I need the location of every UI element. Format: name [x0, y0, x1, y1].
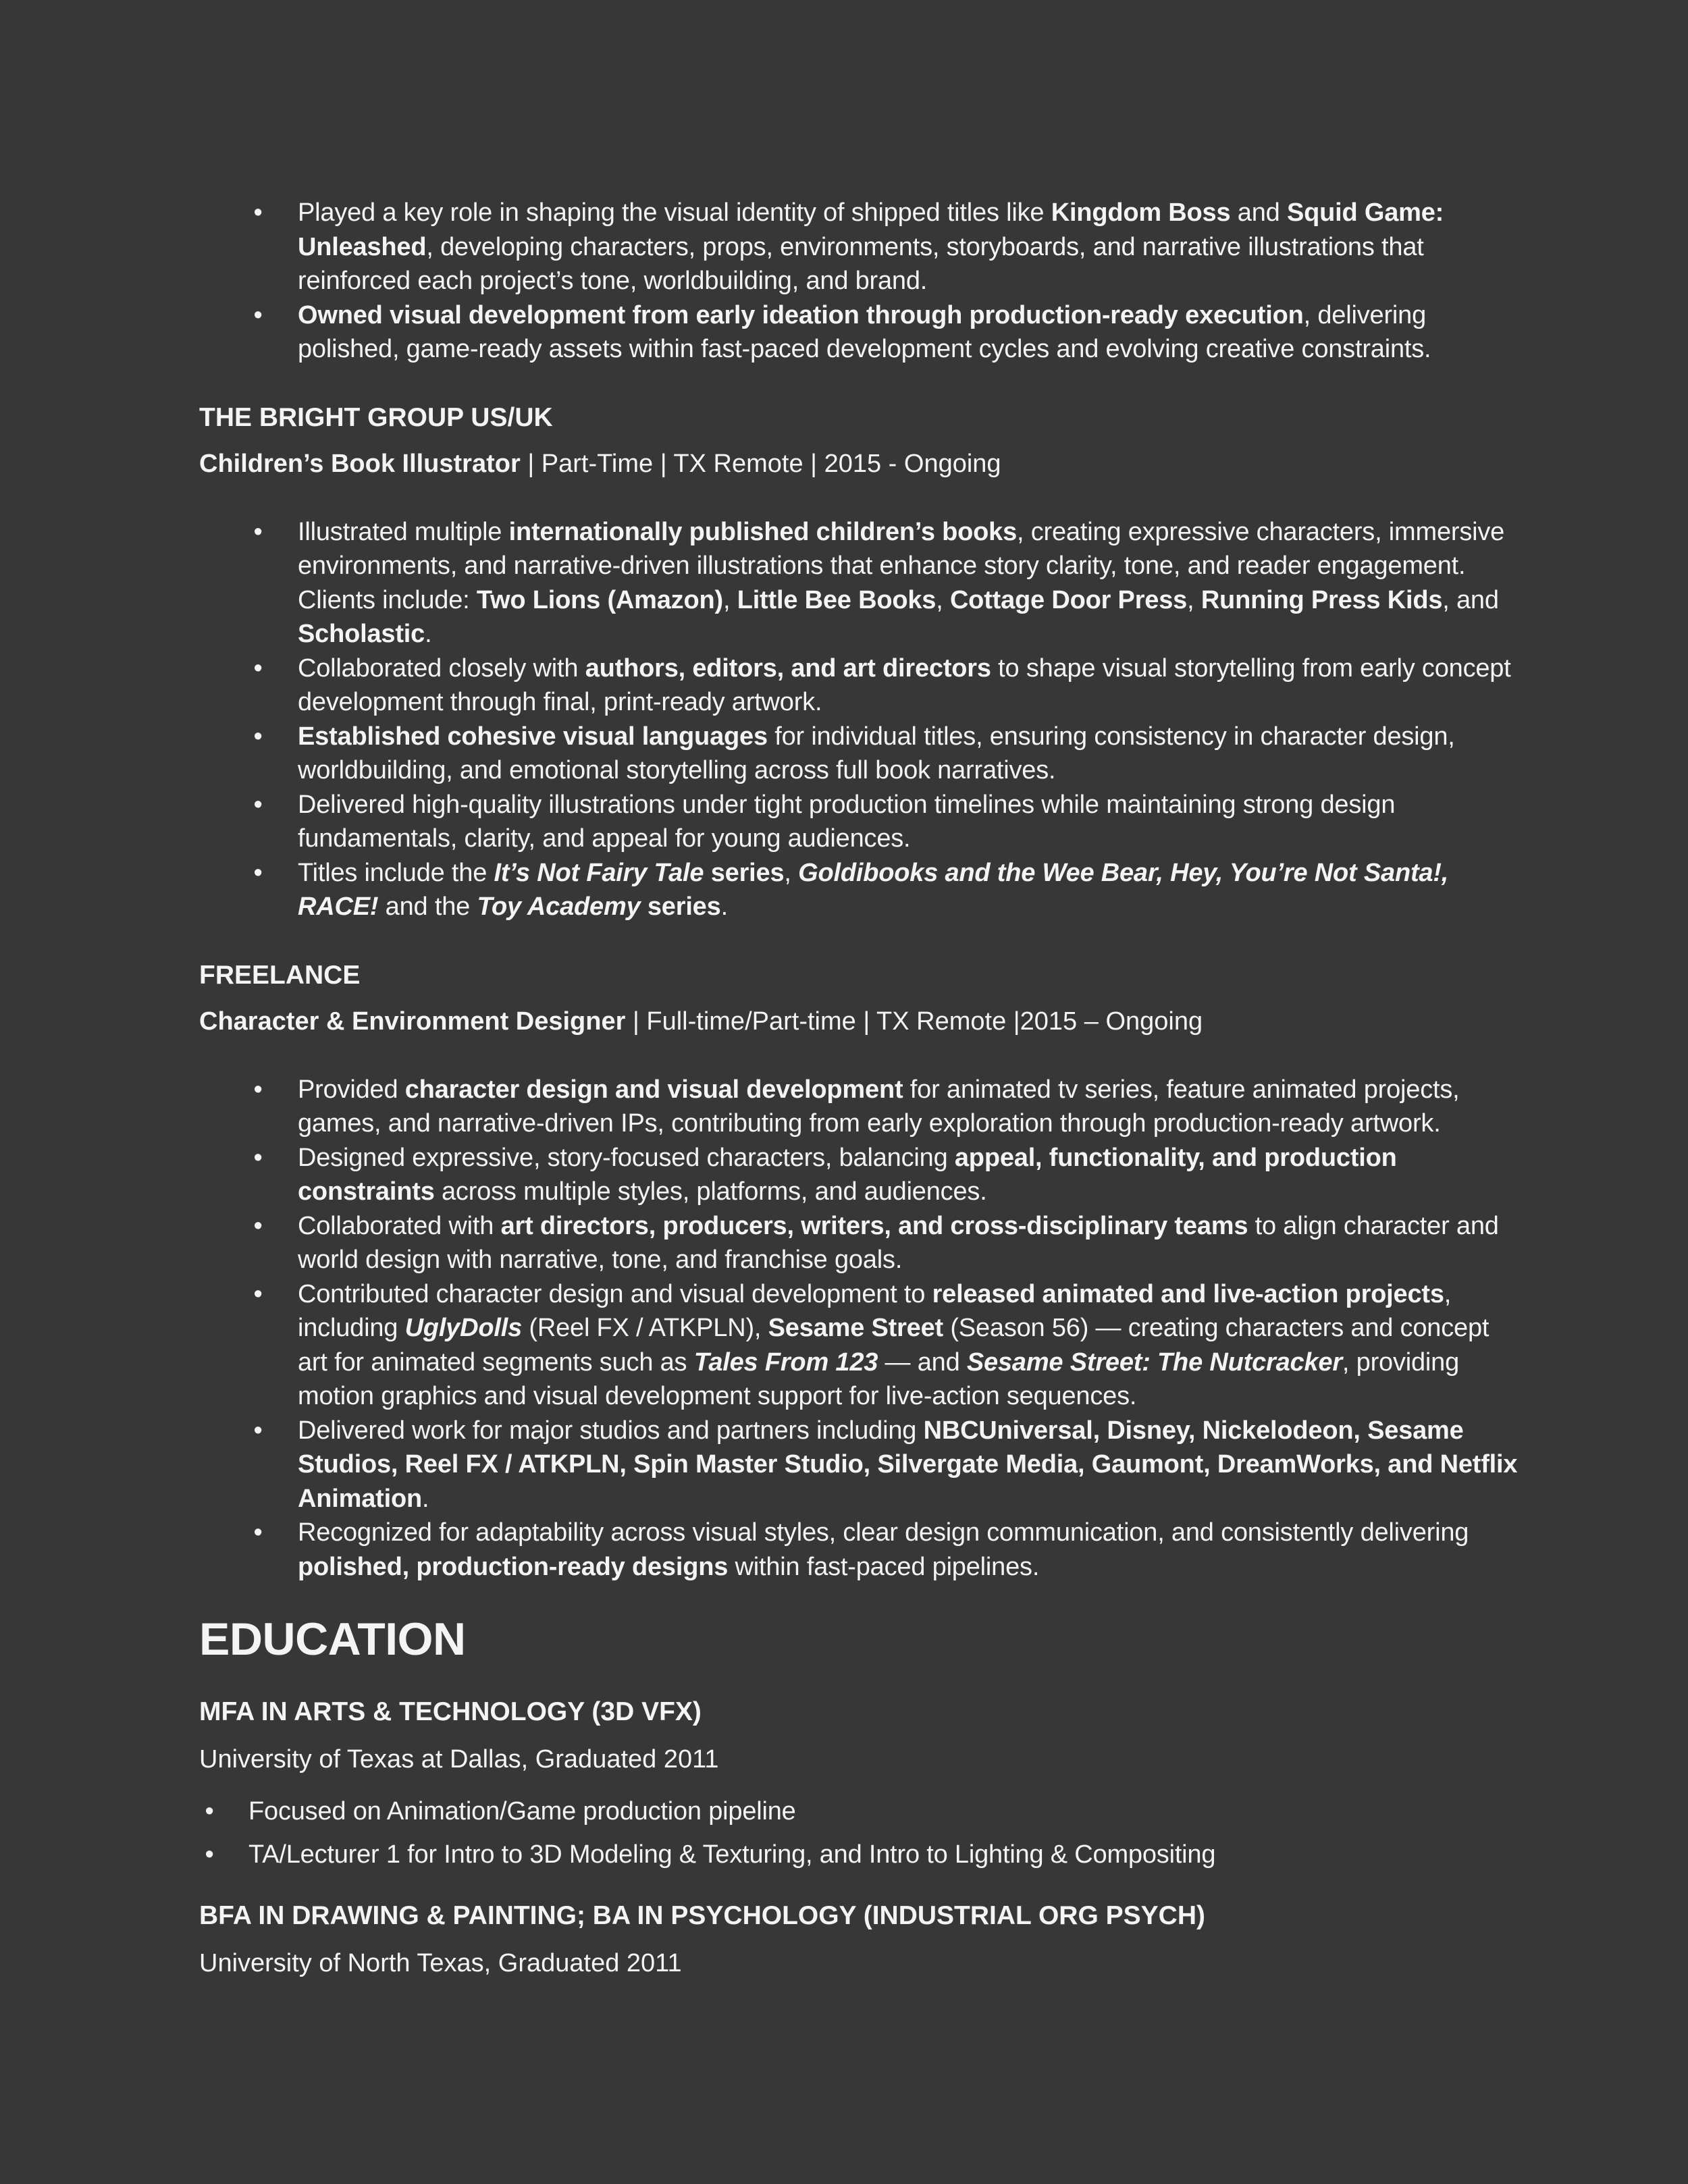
intro-bullet-list: [199, 196, 1523, 367]
text-run: Squid Game: Unleashed: [298, 198, 1444, 261]
list-item: [199, 788, 1523, 856]
text-run: .: [421, 1484, 429, 1513]
bullet-text: [298, 791, 1395, 853]
text-run: Tales From 123: [693, 1348, 878, 1377]
text-run: Sesame Street: [768, 1314, 943, 1342]
text-run: and: [1230, 198, 1287, 227]
list-item: [199, 1277, 1523, 1414]
company-name: FREELANCE: [199, 960, 361, 990]
text-run: , including: [298, 1279, 1452, 1342]
text-run: internationally published children’s books: [508, 517, 1018, 546]
list-item: [199, 515, 1523, 651]
bullet-dot: •: [253, 790, 263, 819]
text-run: ,: [722, 585, 737, 614]
text-run: polished, production-ready designs: [298, 1552, 729, 1581]
text-run: Little Bee Books: [737, 585, 937, 614]
list-item: [199, 1516, 1523, 1584]
bullet-dot: •: [205, 1840, 214, 1869]
bullet-text: [298, 1144, 1397, 1206]
text-run: to align character and world design with narrative, tone, and franchise goals.: [298, 1211, 1499, 1274]
role-line: [199, 446, 1523, 481]
text-run: Collaborated with: [298, 1211, 501, 1240]
list-item: [199, 1141, 1523, 1209]
text-run: Titles include the: [298, 858, 494, 887]
degree-block: [199, 1695, 1523, 1871]
bullet-dot: •: [253, 858, 263, 887]
bullet-dot: •: [253, 654, 263, 683]
role-title: Character & Environment Designer: [199, 1007, 626, 1036]
text-run: Delivered high-quality illustrations under tight production timelines while maintaining strong design fundamentals, clarity, and appeal for young audiences.: [298, 790, 1396, 853]
list-item: [199, 1209, 1523, 1277]
text-run: Goldibooks and the Wee Bear, Hey, You’re Not Santa!, RACE!: [298, 858, 1449, 921]
text-run: series: [640, 893, 721, 921]
list-item: [199, 651, 1523, 720]
bullet-dot: •: [253, 1518, 263, 1547]
bullet-dot: •: [253, 517, 263, 546]
list-item: [199, 1838, 1523, 1872]
text-run: Two Lions (Amazon): [476, 585, 723, 614]
bullet-dot: •: [253, 1416, 263, 1445]
text-run: to shape visual storytelling from early concept development through final, print-ready artwork.: [298, 654, 1511, 716]
text-run: for individual titles, ensuring consistency in character design, worldbuilding, and emotional storytelling across full book narratives.: [298, 722, 1455, 784]
text-run: , creating expressive characters, immersive environments, and narrative-driven illustrations that enhance story clarity, tone, and reader engagement. Clients include:: [298, 517, 1505, 614]
bullet-text: [298, 859, 1448, 922]
bullet-text: Focused on Animation/Game production pipeline: [248, 1797, 796, 1826]
bullet-dot: •: [253, 300, 263, 329]
text-run: art directors, producers, writers, and cross-disciplinary teams: [500, 1211, 1248, 1240]
text-run: ,: [1187, 585, 1201, 614]
text-run: Cottage Door Press: [949, 585, 1188, 614]
bullet-text: [298, 518, 1504, 649]
company-name: THE BRIGHT GROUP US/UK: [199, 402, 553, 432]
list-item: [199, 720, 1523, 788]
text-run: , developing characters, props, environments, storyboards, and narrative illustrations that reinforced each project’s tone, worldbuilding, and brand.: [298, 232, 1424, 295]
bullet-dot: •: [205, 1797, 214, 1826]
text-run: appeal, functionality, and production constraints: [298, 1143, 1397, 1206]
bullet-dot: •: [253, 1279, 263, 1308]
bullet-text: [298, 301, 1431, 364]
text-run: for animated tv series, feature animated projects, games, and narrative-driven IPs, contributing from early exploration through production-ready artwork.: [298, 1075, 1460, 1138]
role-details: | Full-time/Part-time | TX Remote |2015 – Ongoing: [625, 1007, 1203, 1036]
education-section: [199, 1612, 1523, 1981]
text-run: series: [704, 858, 785, 887]
list-item: [199, 1794, 1523, 1829]
text-run: Kingdom Boss: [1051, 198, 1231, 227]
text-run: Toy Academy: [477, 893, 641, 921]
text-run: (Reel FX / ATKPLN),: [522, 1314, 768, 1342]
text-run: Played a key role in shaping the visual identity of shipped titles like: [298, 198, 1051, 227]
section-title: EDUCATION: [199, 1614, 466, 1665]
list-item: [199, 196, 1523, 298]
freelance-bullet-list: [199, 1073, 1523, 1584]
text-run: Designed expressive, story-focused characters, balancing: [298, 1143, 955, 1172]
text-run: character design and visual development: [404, 1075, 903, 1104]
role-title: Children’s Book Illustrator: [199, 449, 521, 478]
text-run: ,: [784, 858, 799, 887]
experience-bright-group: [199, 400, 1523, 924]
bright-group-bullet-list: [199, 515, 1523, 924]
bullet-text: [298, 654, 1511, 717]
list-item: [199, 298, 1523, 367]
bullet-text: [298, 1518, 1469, 1581]
bullet-dot: •: [253, 722, 263, 751]
text-run: — and: [878, 1348, 967, 1377]
school-line: University of Texas at Dallas, Graduated 2011: [199, 1745, 719, 1774]
bullet-dot: •: [253, 1075, 263, 1104]
text-run: Running Press Kids: [1201, 585, 1443, 614]
text-run: across multiple styles, platforms, and audiences.: [434, 1177, 987, 1206]
text-run: Established cohesive visual languages: [298, 722, 768, 751]
text-run: Collaborated closely with: [298, 654, 585, 683]
text-run: Delivered work for major studios and partners including: [298, 1416, 924, 1445]
text-run: Scholastic: [298, 620, 425, 648]
text-run: Illustrated multiple: [298, 517, 509, 546]
text-run: within fast-paced pipelines.: [728, 1552, 1040, 1581]
bullet-text: [298, 1075, 1460, 1138]
text-run: Owned visual development from early ideation through production-ready execution: [298, 300, 1304, 329]
degree-block: [199, 1898, 1523, 1981]
list-item: [199, 856, 1523, 924]
resume-page: [199, 196, 1523, 1981]
text-run: UglyDolls: [404, 1314, 523, 1342]
degree-bullet-list: [199, 1794, 1523, 1871]
text-run: (Season 56) — creating characters and concept art for animated segments such as: [298, 1314, 1489, 1377]
text-run: released animated and live-action projects: [932, 1279, 1444, 1308]
experience-freelance: [199, 958, 1523, 1584]
text-run: authors, editors, and art directors: [585, 654, 991, 683]
text-run: Sesame Street: The Nutcracker: [966, 1348, 1342, 1377]
text-run: Contributed character design and visual development to: [298, 1279, 932, 1308]
text-run: .: [720, 893, 728, 921]
text-run: NBCUniversal, Disney, Nickelodeon, Sesame Studios, Reel FX / ATKPLN, Spin Master Studio, Silvergate Media, Gaumont, DreamWorks, and Netflix Animation: [298, 1416, 1518, 1513]
text-run: , and: [1442, 585, 1499, 614]
degree-title: BFA IN DRAWING & PAINTING; BA IN PSYCHOLOGY (INDUSTRIAL ORG PSYCH): [199, 1901, 1205, 1930]
list-item: [199, 1414, 1523, 1516]
text-run: .: [425, 620, 432, 648]
bullet-text: [298, 198, 1444, 295]
bullet-text: [298, 1212, 1499, 1275]
bullet-text: TA/Lecturer 1 for Intro to 3D Modeling & Texturing, and Intro to Lighting & Compositing: [248, 1840, 1216, 1869]
role-details: | Part-Time | TX Remote | 2015 - Ongoing: [520, 449, 1001, 478]
list-item: [199, 1073, 1523, 1141]
school-line: University of North Texas, Graduated 2011: [199, 1949, 682, 1977]
text-run: , delivering polished, game-ready assets within fast-paced development cycles and evolving creative constraints.: [298, 300, 1431, 363]
bullet-text: [298, 1280, 1489, 1411]
bullet-dot: •: [253, 1143, 263, 1172]
text-run: Recognized for adaptability across visual styles, clear design communication, and consistently delivering: [298, 1518, 1469, 1547]
text-run: ,: [936, 585, 950, 614]
bullet-text: [298, 722, 1455, 785]
text-run: and the: [378, 893, 477, 921]
bullet-dot: •: [253, 1211, 263, 1240]
bullet-dot: •: [253, 198, 263, 227]
text-run: It’s Not Fairy Tale: [494, 858, 704, 887]
text-run: , providing motion graphics and visual development support for live-action sequences.: [298, 1348, 1460, 1410]
bullet-text: [298, 1416, 1517, 1513]
role-line: [199, 1004, 1523, 1039]
degree-title: MFA IN ARTS & TECHNOLOGY (3D VFX): [199, 1697, 702, 1726]
text-run: Provided: [298, 1075, 405, 1104]
